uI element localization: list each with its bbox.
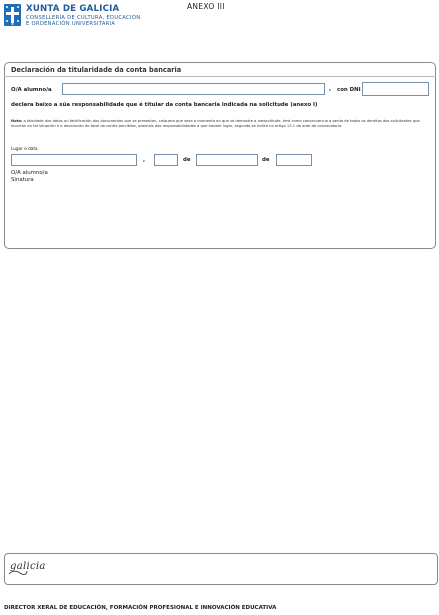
org-name: XUNTA DE GALICIA [26,4,120,14]
de-label-2: de [262,157,270,163]
dni-label: con DNI [337,87,361,93]
department-line-2: E ORDENACIÓN UNIVERSITARIA [26,21,116,27]
sign-student-label: O/A alumno/a [11,170,48,176]
month-input[interactable] [196,154,258,166]
department-line-1: CONSELLERÍA DE CULTURA, EDUCACIÓN [26,15,141,21]
director-title: DIRECTOR XERAL DE EDUCACIÓN, FORMACIÓN PROFESIONAL E INNOVACIÓN EDUCATIVA [4,605,277,611]
student-label: O/A alumno/a [11,87,52,93]
section-divider [4,76,436,77]
day-input[interactable] [154,154,178,166]
place-input[interactable] [11,154,137,166]
annex-label: ANEXO III [187,2,225,11]
student-name-input[interactable] [62,83,325,95]
galicia-logo-text: galicia [10,561,46,572]
note-text: a falsidade dos datos ou falsificación dos documentos que se presentan, calquera que sexa o momento en que se demostre a inexactitude, terá como consecuencia a perda de todos os dereitos dos solicitantes que incorran en tal situación e a devolución do total da contía percibida, ademais das responsabilidades a que houber lugar, segundo se indica no artigo 13.1 da orde de convocatoria. [11,119,420,129]
date-comma: , [143,157,146,163]
note-label: Nota: [11,119,23,123]
de-label-1: de [183,157,191,163]
place-date-label: Lugar e data [11,146,38,151]
galicia-cross-icon [4,4,21,26]
dni-input[interactable] [362,82,429,96]
year-input[interactable] [276,154,312,166]
name-comma: , [329,86,332,92]
legal-note [11,119,431,129]
declaration-text: declara baixo a súa responsabilidade que é titular da conta bancaria indicada na solicitude (anexo I) [11,102,318,108]
signature-label: Sinatura [11,177,34,183]
galicia-swoosh-icon [8,568,28,576]
footer-box [4,553,438,585]
section-title: Declaración da titularidade da conta bancaria [11,66,182,74]
